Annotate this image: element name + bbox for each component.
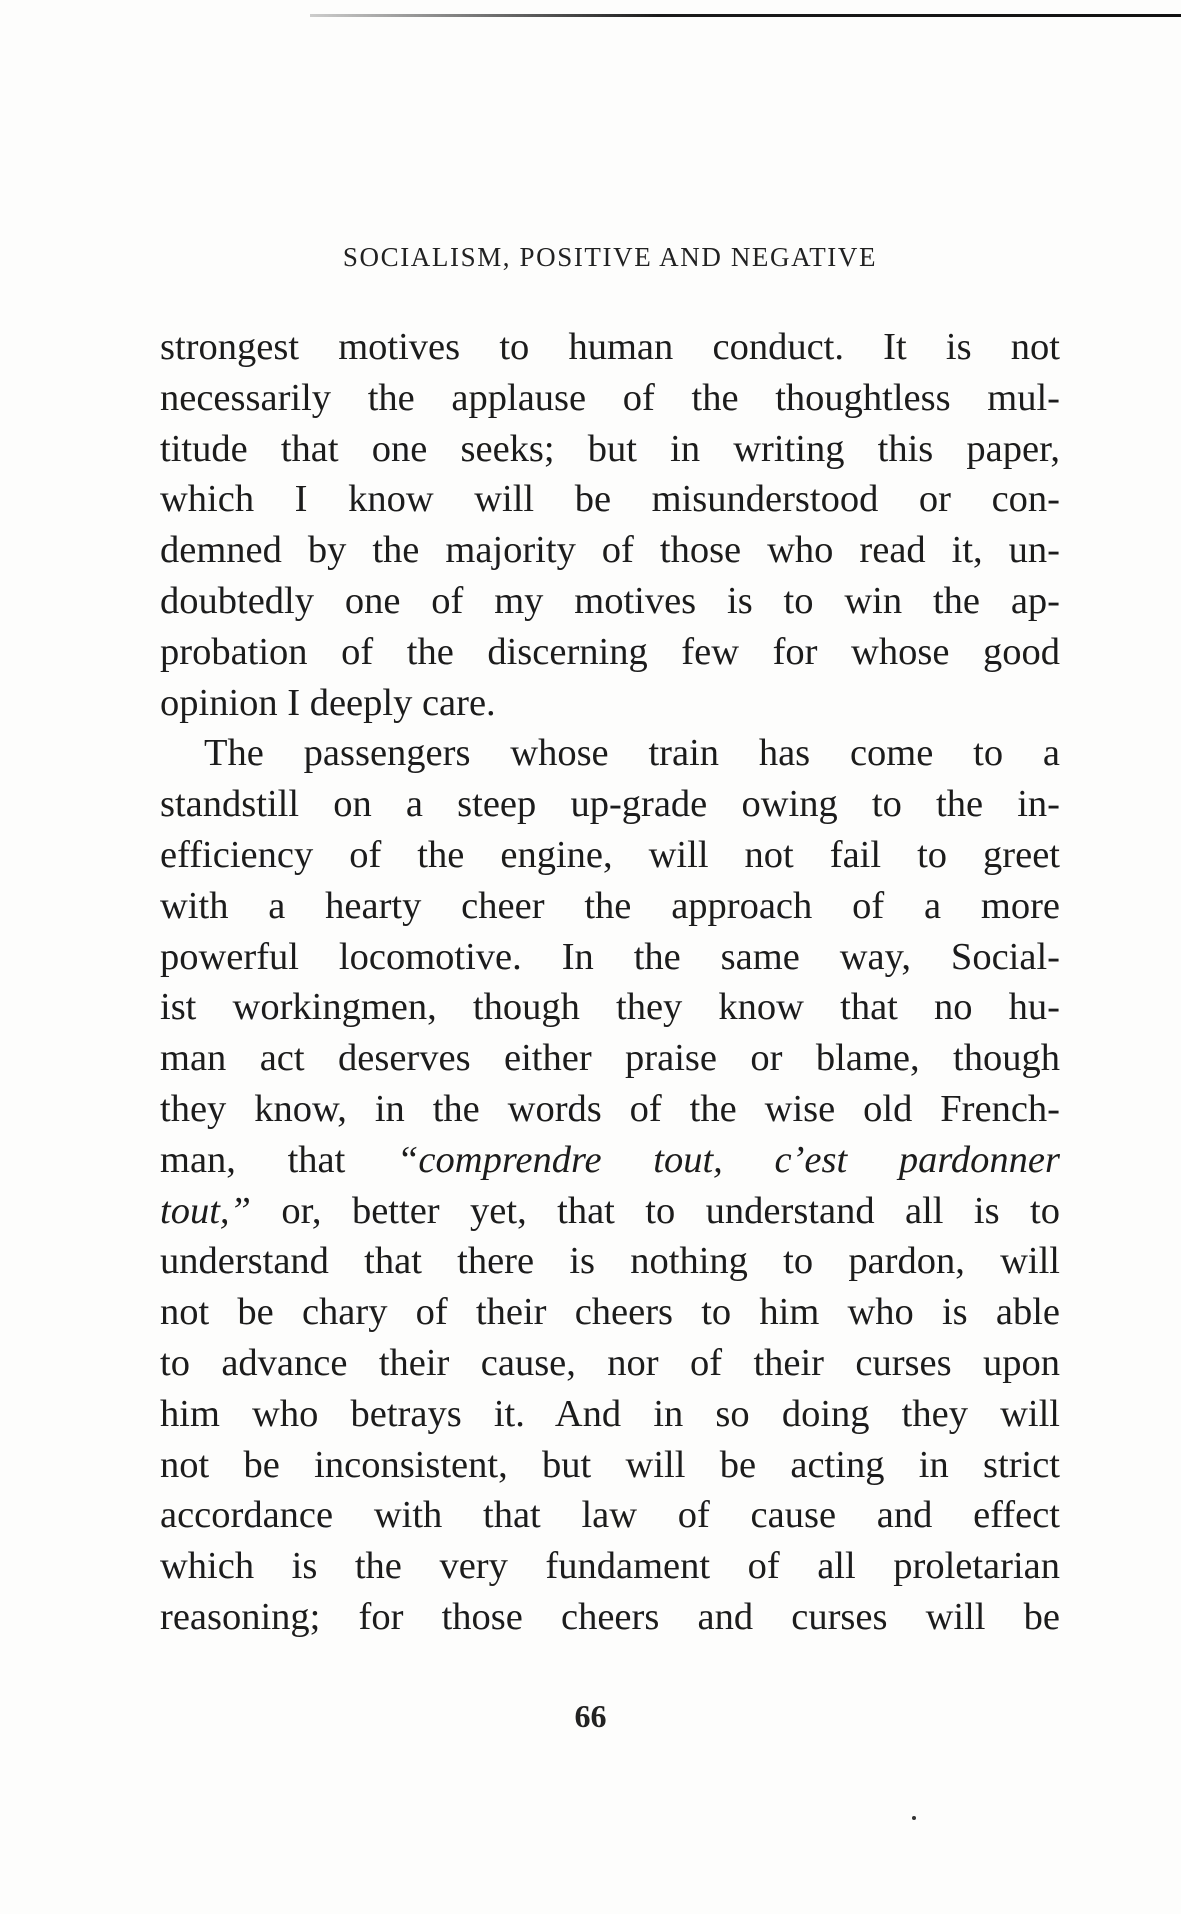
text-line: [160, 1186, 1060, 1237]
text-line: understand that there is nothing to pardon, will: [160, 1240, 1060, 1283]
text-line: strongest motives to human conduct. It is not: [160, 326, 1060, 368]
text-line: powerful locomotive. In the same way, Social-: [160, 935, 1060, 978]
line-roman: or, better yet, that to understand all is to: [250, 1189, 1060, 1232]
text-line: him who betrays it. And in so doing they will: [160, 1392, 1060, 1435]
text-line: which I know will be misunderstood or con-: [160, 478, 1060, 521]
page-number: 66: [574, 1698, 607, 1734]
text-line: titude that one seeks; but in writing this paper,: [160, 427, 1060, 470]
text-line: man act deserves either praise or blame, though: [160, 1037, 1060, 1080]
running-head: SOCIALISM, POSITIVE AND NEGATIVE: [342, 242, 878, 272]
ink-speck: [912, 1816, 916, 1820]
text-line: opinion I deeply care.: [160, 681, 496, 724]
text-line: The passengers whose train has come to a: [204, 732, 1060, 775]
text-line: demned by the majority of those who read it, un-: [160, 529, 1060, 572]
text-line: efficiency of the engine, will not fail to greet: [160, 833, 1060, 876]
text-line: ist workingmen, though they know that no hu-: [160, 986, 1060, 1029]
top-edge-rule: [310, 14, 1181, 17]
line-roman: man, that: [160, 1138, 398, 1181]
french-quote-end: tout,”: [160, 1189, 251, 1232]
text-line: with a hearty cheer the approach of a more: [160, 884, 1060, 927]
text-line: reasoning; for those cheers and curses will be: [160, 1595, 1060, 1638]
text-line: probation of the discerning few for whose good: [160, 630, 1060, 673]
body-text: [160, 322, 1060, 1643]
text-line: doubtedly one of my motives is to win the ap-: [160, 579, 1060, 622]
text-line: not be chary of their cheers to him who is able: [160, 1291, 1060, 1334]
text-line: accordance with that law of cause and effect: [160, 1494, 1060, 1537]
french-quote: “comprendre tout, c’est pardonner: [397, 1138, 1060, 1181]
text-line: standstill on a steep up-grade owing to the in-: [160, 783, 1060, 826]
text-line: which is the very fundament of all proletarian: [160, 1545, 1060, 1588]
text-line: [160, 1135, 1060, 1186]
text-line: they know, in the words of the wise old French-: [160, 1087, 1060, 1130]
text-line: necessarily the applause of the thoughtless mul-: [160, 376, 1060, 419]
text-line: to advance their cause, nor of their curses upon: [160, 1341, 1060, 1384]
text-line: not be inconsistent, but will be acting in strict: [160, 1443, 1060, 1486]
